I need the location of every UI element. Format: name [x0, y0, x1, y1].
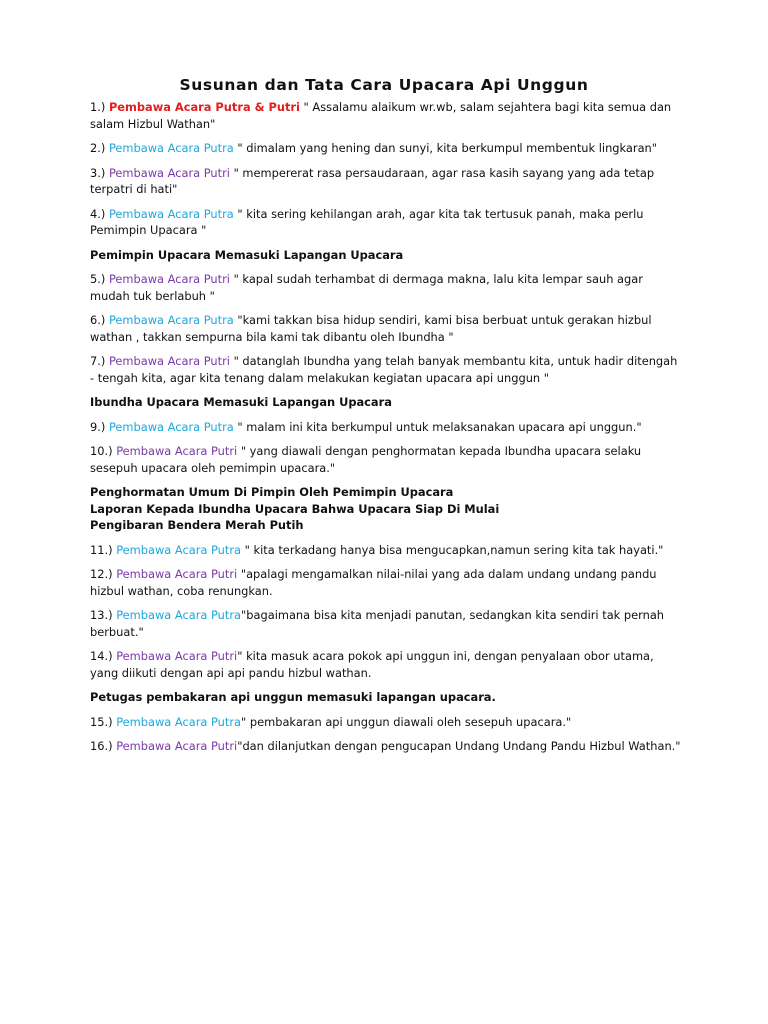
stage-direction-group [90, 484, 682, 534]
speaker-label: Pembawa Acara Putri [108, 272, 230, 286]
script-entry-9 [90, 419, 682, 436]
speaker-label: Pembawa Acara Putra [116, 542, 242, 557]
entry-number: 14.) [90, 649, 113, 663]
stage-direction: Pemimpin Upacara Memasuki Lapangan Upacara [90, 247, 404, 262]
entry-number: 11.) [90, 542, 113, 557]
stage-direction: Laporan Kepada Ibundha Upacara Bahwa Upacara Siap Di Mulai [90, 501, 500, 516]
stage-direction: Penghormatan Umum Di Pimpin Oleh Pemimpin Upacara [90, 485, 454, 499]
entry-number: 9.) [90, 419, 106, 434]
entry-text: " yang diawali dengan penghormatan kepada Ibundha upacara selaku sesepuh upacara oleh pemimpin upacara." [90, 444, 642, 475]
entry-number: 6.) [90, 313, 106, 327]
entry-text: "kami takkan bisa hidup sendiri, kami bisa berbuat untuk gerakan hizbul wathan , takkan sempurna bila kami tak dibantu oleh Ibundha " [90, 313, 652, 344]
script-entry-1 [90, 99, 682, 132]
entry-text: " kapal sudah terhambat di dermaga makna, lalu kita lempar sauh agar mudah tuk berlabuh " [90, 272, 643, 303]
script-entry-11 [90, 542, 682, 559]
entry-number: 13.) [90, 608, 113, 622]
speaker-label: Pembawa Acara Putri [116, 444, 238, 458]
entry-text: " Assalamu alaikum wr.wb, salam sejahtera bagi kita semua dan salam Hizbul Wathan" [90, 100, 672, 131]
document-body [90, 99, 682, 763]
stage-direction: Petugas pembakaran api unggun memasuki lapangan upacara. [90, 690, 496, 704]
stage-direction: Ibundha Upacara Memasuki Lapangan Upacara [90, 395, 392, 409]
entry-text: " kita terkadang hanya bisa mengucapkan,namun sering kita tak hayati." [241, 542, 664, 557]
script-entry-6 [90, 312, 682, 345]
script-entry-14 [90, 648, 682, 681]
entry-number: 4.) [90, 206, 106, 221]
entry-number: 15.) [90, 714, 113, 729]
script-entry-3 [90, 165, 682, 198]
speaker-label: Pembawa Acara Putra [108, 141, 234, 155]
speaker-label: Pembawa Acara Putra [108, 206, 234, 221]
script-entry-7 [90, 353, 682, 386]
entry-number: 7.) [90, 354, 106, 368]
speaker-label: Pembawa Acara Putra [116, 608, 242, 622]
entry-text: "apalagi mengamalkan nilai-nilai yang ada dalam undang undang pandu hizbul wathan, coba renungkan. [90, 567, 657, 598]
entry-number: 3.) [90, 165, 106, 180]
entry-text: " mempererat rasa persaudaraan, agar rasa kasih sayang yang ada tetap terpatri di hati" [90, 165, 655, 196]
script-entry-4 [90, 206, 682, 239]
speaker-label: Pembawa Acara Putri [116, 567, 238, 581]
entry-text: " kita masuk acara pokok api unggun ini, dengan penyalaan obor utama, yang diikuti dengan api api pandu hizbul wathan. [90, 649, 654, 680]
entry-number: 1.) [90, 100, 106, 114]
speaker-label: Pembawa Acara Putra [108, 419, 234, 434]
entry-text: " datanglah Ibundha yang telah banyak membantu kita, untuk hadir ditengah - tengah kita, agar kita tenang dalam melakukan kegiatan upacara api unggun " [90, 354, 678, 385]
speaker-label: Pembawa Acara Putra [108, 313, 234, 327]
document-title: Susunan dan Tata Cara Upacara Api Unggun [179, 76, 589, 94]
entry-text: "bagaimana bisa kita menjadi panutan, sedangkan kita sendiri tak pernah berbuat." [90, 608, 665, 639]
entry-text: " malam ini kita berkumpul untuk melaksanakan upacara api unggun." [233, 419, 642, 434]
entry-number: 5.) [90, 272, 106, 286]
speaker-label: Pembawa Acara Putri [108, 354, 230, 368]
script-entry-10 [90, 443, 682, 476]
speaker-label: Pembawa Acara Putri [108, 165, 230, 180]
entry-number: 10.) [90, 444, 113, 458]
speaker-label: Pembawa Acara Putri [116, 739, 238, 753]
entry-text: " dimalam yang hening dan sunyi, kita berkumpul membentuk lingkaran" [233, 141, 658, 155]
script-entry-16 [90, 738, 682, 755]
entry-number: 2.) [90, 141, 106, 155]
speaker-label: Pembawa Acara Putra & Putri [108, 100, 300, 114]
entry-number: 16.) [90, 739, 113, 753]
script-entry-12 [90, 566, 682, 599]
script-entry-13 [90, 607, 682, 640]
script-entry-15 [90, 714, 682, 731]
entry-text: " kita sering kehilangan arah, agar kita tak tertusuk panah, maka perlu Pemimpin Upacara " [90, 206, 644, 237]
speaker-label: Pembawa Acara Putri [116, 649, 238, 663]
script-entry-2 [90, 140, 682, 157]
entry-text: " pembakaran api unggun diawali oleh sesepuh upacara." [241, 714, 572, 729]
entry-number: 12.) [90, 567, 113, 581]
entry-text: "dan dilanjutkan dengan pengucapan Undang Undang Pandu Hizbul Wathan." [237, 739, 681, 753]
stage-direction: Pengibaran Bendera Merah Putih [90, 518, 304, 532]
script-entry-5 [90, 271, 682, 304]
speaker-label: Pembawa Acara Putra [116, 714, 242, 729]
